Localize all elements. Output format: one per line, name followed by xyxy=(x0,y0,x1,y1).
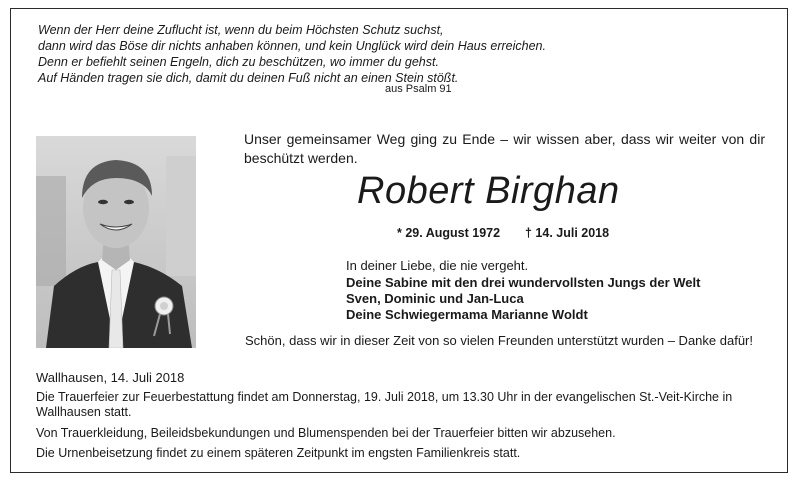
psalm-line: Auf Händen tragen sie dich, damit du deinen Fuß nicht an einen Stein stößt. xyxy=(38,71,459,85)
family-line: Deine Sabine mit den drei wundervollsten Jungs der Welt xyxy=(346,275,701,290)
condolence-notice: Von Trauerkleidung, Beileidsbekundungen und Blumenspenden bei der Trauerfeier bitten wir abzusehen. xyxy=(36,426,616,440)
birth-date: * 29. August 1972 xyxy=(397,226,501,240)
psalm-source: aus Psalm 91 xyxy=(385,83,452,95)
thanks-text: Schön, dass wir in dieser Zeit von so vielen Freunden unterstützt wurden – Danke dafür! xyxy=(245,333,753,348)
psalm-line: Wenn der Herr deine Zuflucht ist, wenn du beim Höchsten Schutz suchst, xyxy=(38,23,444,37)
funeral-notice: Die Trauerfeier zur Feuerbestattung findet am Donnerstag, 19. Juli 2018, um 13.30 Uhr in der evangelischen St.-Veit-Kirche in Wallhausen statt. xyxy=(36,390,733,419)
place-date: Wallhausen, 14. Juli 2018 xyxy=(36,370,185,385)
urn-notice: Die Urnenbeisetzung findet zu einem späteren Zeitpunkt im engsten Familienkreis statt. xyxy=(36,446,521,460)
psalm-line: Denn er befiehlt seinen Engeln, dich zu beschützen, wo immer du gehst. xyxy=(38,55,439,69)
loved-line: In deiner Liebe, die nie vergeht. xyxy=(346,258,529,273)
psalm-quote xyxy=(38,22,598,86)
family-list xyxy=(346,275,700,323)
death-date: † 14. Juli 2018 xyxy=(525,226,610,240)
portrait-photo xyxy=(36,136,196,348)
family-line: Sven, Dominic und Jan-Luca xyxy=(346,291,524,306)
psalm-line: dann wird das Böse dir nichts anhaben können, und kein Unglück wird dein Haus erreichen. xyxy=(38,39,546,53)
family-line: Deine Schwiegermama Marianne Woldt xyxy=(346,307,588,322)
deceased-name: Robert Birghan xyxy=(357,170,620,212)
intro-text: Unser gemeinsamer Weg ging zu Ende – wir wissen aber, dass wir weiter von dir beschützt werden. xyxy=(244,131,765,166)
